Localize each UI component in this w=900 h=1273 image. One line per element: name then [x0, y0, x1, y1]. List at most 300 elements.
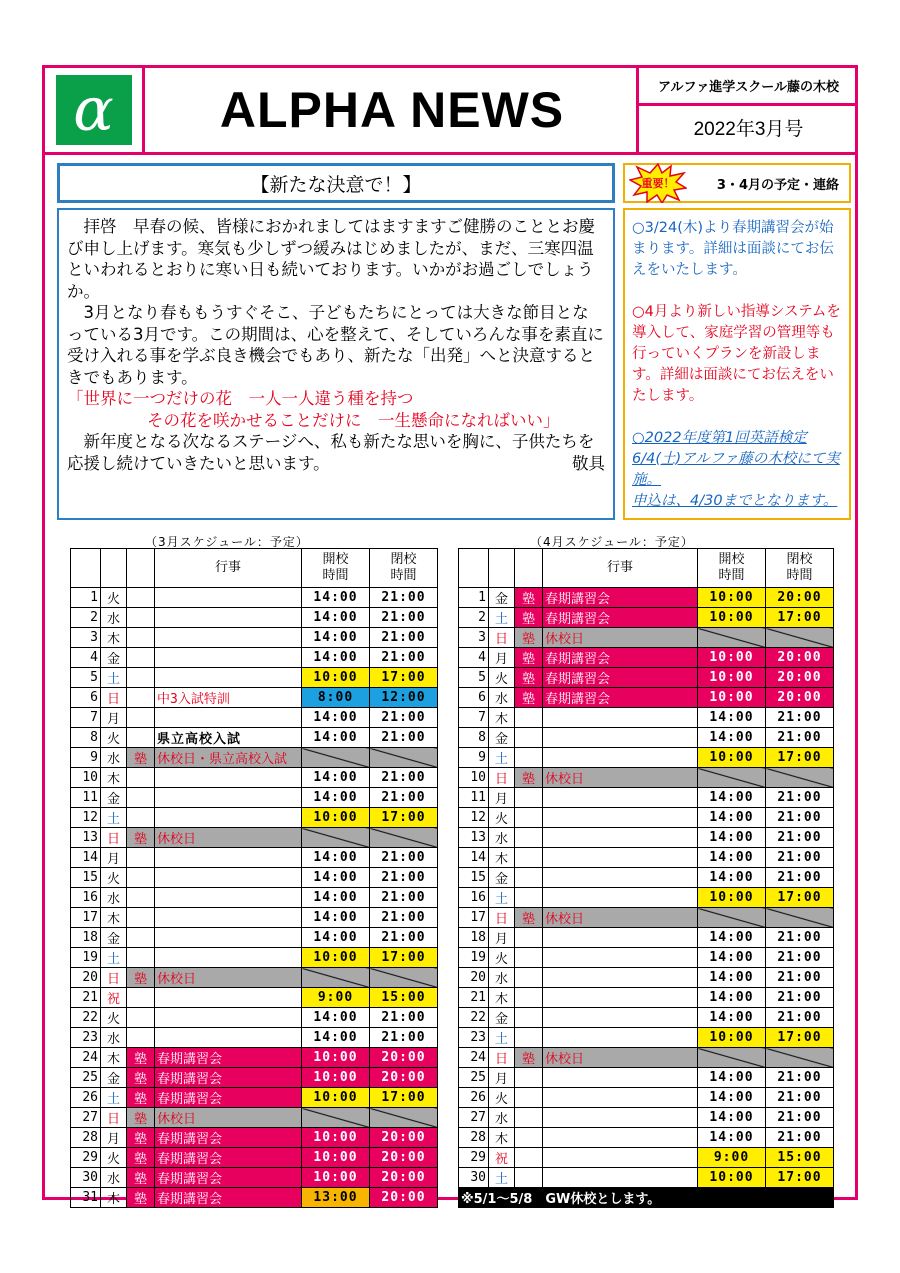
event-cell [155, 708, 302, 728]
event-cell [543, 1028, 698, 1048]
weekday-cell: 水 [489, 1108, 515, 1128]
open-time-cell: 10:00 [302, 668, 370, 688]
juku-cell: 塾 [127, 1168, 155, 1188]
juku-cell [515, 968, 543, 988]
close-time-cell: 21:00 [766, 968, 834, 988]
day-cell: 27 [71, 1108, 101, 1128]
open-time-cell: 10:00 [302, 948, 370, 968]
open-time-cell: 14:00 [698, 728, 766, 748]
close-time-cell: 20:00 [370, 1128, 438, 1148]
open-time-cell: 10:00 [698, 1028, 766, 1048]
event-cell [543, 988, 698, 1008]
close-time-cell: 21:00 [766, 848, 834, 868]
close-time-cell [766, 628, 834, 648]
close-time-cell: 21:00 [370, 588, 438, 608]
open-time-cell: 14:00 [302, 648, 370, 668]
day-cell: 8 [71, 728, 101, 748]
juku-cell [127, 808, 155, 828]
table-row [71, 968, 438, 988]
event-cell [155, 888, 302, 908]
open-time-cell: 14:00 [698, 1128, 766, 1148]
close-time-cell [370, 748, 438, 768]
weekday-cell: 土 [101, 808, 127, 828]
close-time-cell [766, 768, 834, 788]
open-time-cell: 14:00 [302, 848, 370, 868]
close-time-cell: 21:00 [766, 828, 834, 848]
table-row [71, 1088, 438, 1108]
juku-cell [515, 1168, 543, 1188]
weekday-cell: 水 [489, 828, 515, 848]
close-time-cell: 17:00 [766, 608, 834, 628]
juku-cell [127, 928, 155, 948]
notice-item-eiken[interactable]: ○2022年度第1回英語検定 6/4(土)アルファ藤の木校にて実施。 [632, 430, 840, 488]
open-time-cell: 14:00 [302, 768, 370, 788]
day-cell: 25 [71, 1068, 101, 1088]
title-box [148, 68, 636, 152]
juku-cell [515, 928, 543, 948]
table-row [459, 948, 834, 968]
gw-holiday-footnote: ※5/1～5/8 GW休校とします。 [459, 1188, 834, 1208]
april-schedule-caption: （4月スケジュール：予定） [530, 535, 694, 549]
juku-cell [127, 908, 155, 928]
table-row [459, 628, 834, 648]
event-cell [543, 828, 698, 848]
open-time-cell: 14:00 [698, 968, 766, 988]
weekday-cell: 日 [489, 628, 515, 648]
table-row [459, 868, 834, 888]
table-row [459, 928, 834, 948]
header-divider [45, 152, 858, 155]
open-time-cell: 14:00 [698, 708, 766, 728]
open-time-cell: 10:00 [698, 1168, 766, 1188]
juku-cell: 塾 [515, 1048, 543, 1068]
open-time-cell: 14:00 [302, 788, 370, 808]
close-time-cell: 21:00 [370, 928, 438, 948]
juku-cell [515, 708, 543, 728]
open-time-cell: 14:00 [302, 1028, 370, 1048]
day-cell: 26 [71, 1088, 101, 1108]
weekday-cell: 火 [101, 588, 127, 608]
event-cell: 春期講習会 [155, 1048, 302, 1068]
notice-item-eiken-deadline[interactable]: 申込は、4/30までとなります。 [632, 493, 838, 509]
issue-date: 2022年3月号 [693, 119, 804, 140]
close-time-cell: 20:00 [766, 588, 834, 608]
close-time-cell: 21:00 [766, 868, 834, 888]
close-time-cell: 21:00 [766, 788, 834, 808]
event-cell [155, 928, 302, 948]
day-cell: 29 [71, 1148, 101, 1168]
juku-cell [127, 868, 155, 888]
day-cell: 18 [459, 928, 489, 948]
table-row [459, 1088, 834, 1108]
day-cell: 13 [459, 828, 489, 848]
weekday-cell: 木 [489, 988, 515, 1008]
letter-paragraph-1: 拝啓 早春の候、皆様におかれましてはますますご健勝のこととお慶び申し上げます。寒気も少しずつ緩みはじめましたが、まだ、三寒四温といわれるとおりに寒い日も続いております。いかがお過ごしでしょうか。 [67, 217, 595, 301]
weekday-cell: 日 [101, 968, 127, 988]
table-row [459, 888, 834, 908]
juku-cell: 塾 [515, 608, 543, 628]
weekday-cell: 木 [489, 708, 515, 728]
table-row [71, 1188, 438, 1208]
weekday-cell: 月 [489, 1068, 515, 1088]
day-cell: 12 [459, 808, 489, 828]
march-close-header: 閉校 時間 [370, 549, 438, 588]
juku-cell: 塾 [515, 628, 543, 648]
event-cell: 休校日 [155, 968, 302, 988]
day-cell: 10 [71, 768, 101, 788]
open-time-cell [698, 768, 766, 788]
weekday-cell: 金 [101, 788, 127, 808]
weekday-cell: 金 [489, 1008, 515, 1028]
open-time-cell: 10:00 [302, 1068, 370, 1088]
day-cell: 30 [71, 1168, 101, 1188]
weekday-cell: 土 [489, 1028, 515, 1048]
close-time-cell [370, 1108, 438, 1128]
event-cell: 春期講習会 [543, 648, 698, 668]
weekday-cell: 木 [101, 768, 127, 788]
event-cell: 休校日 [155, 828, 302, 848]
day-cell: 23 [459, 1028, 489, 1048]
weekday-cell: 火 [101, 728, 127, 748]
juku-cell [515, 748, 543, 768]
day-cell: 31 [71, 1188, 101, 1208]
poem-line-1: 「世界に一つだけの花 一人一人違う種を持つ [67, 389, 414, 408]
close-time-cell: 17:00 [370, 1088, 438, 1108]
event-cell [543, 848, 698, 868]
notice-header [623, 163, 851, 203]
weekday-cell: 金 [489, 868, 515, 888]
day-cell: 6 [71, 688, 101, 708]
open-time-cell: 14:00 [302, 888, 370, 908]
event-cell: 春期講習会 [155, 1168, 302, 1188]
close-time-cell: 21:00 [370, 788, 438, 808]
march-schedule-caption: （3月スケジュール：予定） [145, 535, 309, 549]
table-row [71, 888, 438, 908]
juku-cell [515, 1108, 543, 1128]
day-cell: 15 [459, 868, 489, 888]
table-row [459, 1168, 834, 1188]
day-cell: 22 [71, 1008, 101, 1028]
juku-cell [515, 1128, 543, 1148]
event-cell: 春期講習会 [543, 668, 698, 688]
juku-cell [127, 848, 155, 868]
day-cell: 22 [459, 1008, 489, 1028]
table-row [71, 1128, 438, 1148]
event-cell: 休校日 [543, 908, 698, 928]
juku-cell [127, 648, 155, 668]
event-cell: 春期講習会 [155, 1088, 302, 1108]
close-time-cell: 20:00 [370, 1168, 438, 1188]
march-weekday-header [101, 549, 127, 588]
weekday-cell: 金 [101, 928, 127, 948]
table-row [71, 648, 438, 668]
table-row [459, 748, 834, 768]
day-cell: 29 [459, 1148, 489, 1168]
notice-body [623, 208, 851, 520]
open-time-cell: 14:00 [302, 1008, 370, 1028]
day-cell: 5 [459, 668, 489, 688]
open-time-cell: 14:00 [698, 928, 766, 948]
event-cell [155, 1008, 302, 1028]
open-time-cell: 9:00 [302, 988, 370, 1008]
table-row [459, 768, 834, 788]
close-time-cell: 17:00 [370, 808, 438, 828]
event-cell [543, 808, 698, 828]
event-cell: 春期講習会 [543, 608, 698, 628]
day-cell: 13 [71, 828, 101, 848]
table-row [459, 988, 834, 1008]
weekday-cell: 日 [489, 1048, 515, 1068]
juku-cell [515, 1088, 543, 1108]
table-row [71, 988, 438, 1008]
open-time-cell: 10:00 [698, 748, 766, 768]
march-schedule-table [70, 548, 438, 1208]
close-time-cell: 17:00 [766, 1168, 834, 1188]
juku-cell [127, 728, 155, 748]
greeting-letter [57, 208, 615, 520]
juku-cell [515, 808, 543, 828]
open-time-cell: 10:00 [302, 808, 370, 828]
day-cell: 17 [71, 908, 101, 928]
juku-cell: 塾 [127, 1188, 155, 1208]
table-row [459, 908, 834, 928]
open-time-cell: 14:00 [698, 1108, 766, 1128]
day-cell: 17 [459, 908, 489, 928]
table-row [71, 948, 438, 968]
event-cell [155, 868, 302, 888]
event-cell [543, 748, 698, 768]
day-cell: 12 [71, 808, 101, 828]
weekday-cell: 土 [489, 748, 515, 768]
open-time-cell: 14:00 [698, 828, 766, 848]
open-time-cell: 10:00 [302, 1048, 370, 1068]
day-cell: 20 [459, 968, 489, 988]
april-open-header: 開校 時間 [698, 549, 766, 588]
day-cell: 15 [71, 868, 101, 888]
table-row [459, 1008, 834, 1028]
day-cell: 14 [71, 848, 101, 868]
march-open-header: 開校 時間 [302, 549, 370, 588]
table-row [459, 1048, 834, 1068]
close-time-cell [766, 1048, 834, 1068]
table-row [459, 788, 834, 808]
close-time-cell: 17:00 [766, 748, 834, 768]
juku-cell [515, 948, 543, 968]
open-time-cell: 10:00 [698, 668, 766, 688]
day-cell: 8 [459, 728, 489, 748]
close-time-cell: 17:00 [766, 888, 834, 908]
event-cell [543, 868, 698, 888]
weekday-cell: 月 [101, 708, 127, 728]
table-row [71, 628, 438, 648]
weekday-cell: 木 [489, 848, 515, 868]
table-row [71, 1048, 438, 1068]
table-row [71, 748, 438, 768]
day-cell: 27 [459, 1108, 489, 1128]
open-time-cell [302, 828, 370, 848]
juku-cell [515, 828, 543, 848]
weekday-cell: 日 [101, 828, 127, 848]
weekday-cell: 金 [489, 588, 515, 608]
event-cell [543, 1068, 698, 1088]
weekday-cell: 木 [101, 1188, 127, 1208]
juku-cell [515, 988, 543, 1008]
event-cell: 春期講習会 [155, 1188, 302, 1208]
event-cell [155, 808, 302, 828]
juku-cell [127, 948, 155, 968]
table-row [71, 848, 438, 868]
notice-title: 3・4月の予定・連絡 [716, 177, 839, 193]
open-time-cell: 14:00 [698, 988, 766, 1008]
juku-cell [515, 788, 543, 808]
event-cell: 春期講習会 [543, 588, 698, 608]
close-time-cell: 21:00 [370, 868, 438, 888]
event-cell [543, 1008, 698, 1028]
day-cell: 28 [459, 1128, 489, 1148]
table-row [71, 1028, 438, 1048]
juku-cell [515, 1028, 543, 1048]
event-cell [543, 788, 698, 808]
weekday-cell: 土 [101, 948, 127, 968]
juku-cell [515, 1008, 543, 1028]
table-row [459, 608, 834, 628]
table-row [459, 808, 834, 828]
weekday-cell: 木 [101, 908, 127, 928]
weekday-cell: 火 [489, 948, 515, 968]
event-cell: 春期講習会 [155, 1148, 302, 1168]
weekday-cell: 土 [101, 1088, 127, 1108]
juku-cell: 塾 [127, 1048, 155, 1068]
table-row [71, 1068, 438, 1088]
close-time-cell: 21:00 [766, 1108, 834, 1128]
juku-cell: 塾 [127, 1088, 155, 1108]
open-time-cell: 14:00 [302, 588, 370, 608]
juku-cell [127, 1028, 155, 1048]
weekday-cell: 水 [101, 748, 127, 768]
close-time-cell: 21:00 [370, 728, 438, 748]
march-table-body [71, 588, 438, 1208]
event-cell [155, 648, 302, 668]
important-badge-text: 重要！ [641, 177, 675, 190]
table-row [71, 788, 438, 808]
event-cell [543, 728, 698, 748]
weekday-cell: 日 [101, 688, 127, 708]
open-time-cell: 14:00 [698, 868, 766, 888]
table-row [459, 668, 834, 688]
day-cell: 3 [71, 628, 101, 648]
weekday-cell: 水 [101, 888, 127, 908]
newsletter-title: ALPHA NEWS [219, 82, 565, 138]
weekday-cell: 月 [101, 848, 127, 868]
juku-cell [127, 688, 155, 708]
day-cell: 9 [459, 748, 489, 768]
juku-cell: 塾 [127, 1128, 155, 1148]
event-cell [543, 948, 698, 968]
open-time-cell: 14:00 [302, 708, 370, 728]
table-row [459, 728, 834, 748]
day-cell: 18 [71, 928, 101, 948]
weekday-cell: 火 [489, 668, 515, 688]
close-time-cell: 17:00 [370, 668, 438, 688]
event-cell [543, 928, 698, 948]
table-row [71, 608, 438, 628]
event-cell [543, 1128, 698, 1148]
juku-cell [127, 668, 155, 688]
day-cell: 24 [459, 1048, 489, 1068]
close-time-cell: 12:00 [370, 688, 438, 708]
close-time-cell: 21:00 [766, 928, 834, 948]
juku-cell [515, 1148, 543, 1168]
weekday-cell: 水 [101, 1168, 127, 1188]
table-row [71, 1168, 438, 1188]
letter-paragraph-2: 3月となり春ももうすぐそこ、子どもたちにとっては大きな節目となっている3月です。この期間は、心を整えて、そしていろんな事を素直に受け入れる事を学ぶ良き機会でもあり、新たな「出発」へと決意するときでもあります。 [67, 303, 604, 387]
weekday-cell: 水 [489, 968, 515, 988]
juku-cell [515, 848, 543, 868]
table-row [459, 588, 834, 608]
day-cell: 1 [459, 588, 489, 608]
open-time-cell: 14:00 [698, 808, 766, 828]
weekday-cell: 土 [489, 888, 515, 908]
weekday-cell: 月 [489, 788, 515, 808]
open-time-cell [302, 748, 370, 768]
close-time-cell: 21:00 [766, 1068, 834, 1088]
close-time-cell: 20:00 [370, 1048, 438, 1068]
table-row [459, 688, 834, 708]
weekday-cell: 水 [101, 608, 127, 628]
table-row [459, 1068, 834, 1088]
juku-cell [127, 608, 155, 628]
event-cell: 休校日 [155, 1108, 302, 1128]
day-cell: 21 [71, 988, 101, 1008]
close-time-cell: 21:00 [370, 628, 438, 648]
event-cell: 春期講習会 [155, 1068, 302, 1088]
day-cell: 5 [71, 668, 101, 688]
juku-cell [127, 1008, 155, 1028]
weekday-cell: 火 [489, 808, 515, 828]
event-cell: 県立高校入試 [155, 728, 302, 748]
weekday-cell: 月 [489, 648, 515, 668]
close-time-cell: 21:00 [370, 908, 438, 928]
event-cell [155, 668, 302, 688]
open-time-cell: 14:00 [302, 628, 370, 648]
open-time-cell [698, 908, 766, 928]
close-time-cell: 20:00 [766, 688, 834, 708]
weekday-cell: 月 [101, 1128, 127, 1148]
weekday-cell: 日 [489, 768, 515, 788]
event-cell [155, 588, 302, 608]
day-cell: 11 [459, 788, 489, 808]
table-row [71, 808, 438, 828]
event-cell: 中3入試特訓 [155, 688, 302, 708]
logo-box [45, 68, 145, 152]
close-time-cell: 21:00 [766, 948, 834, 968]
event-cell [543, 1148, 698, 1168]
event-cell: 休校日 [543, 628, 698, 648]
important-burst-icon [629, 163, 687, 203]
march-juku-header [127, 549, 155, 588]
table-row [459, 968, 834, 988]
day-cell: 24 [71, 1048, 101, 1068]
greeting-title: 【新たな決意で！】 [57, 163, 615, 203]
table-row [71, 668, 438, 688]
table-row [459, 828, 834, 848]
march-header-row [71, 549, 438, 588]
close-time-cell: 20:00 [370, 1148, 438, 1168]
day-cell: 10 [459, 768, 489, 788]
school-box [636, 68, 858, 152]
weekday-cell: 木 [101, 1048, 127, 1068]
day-cell: 28 [71, 1128, 101, 1148]
